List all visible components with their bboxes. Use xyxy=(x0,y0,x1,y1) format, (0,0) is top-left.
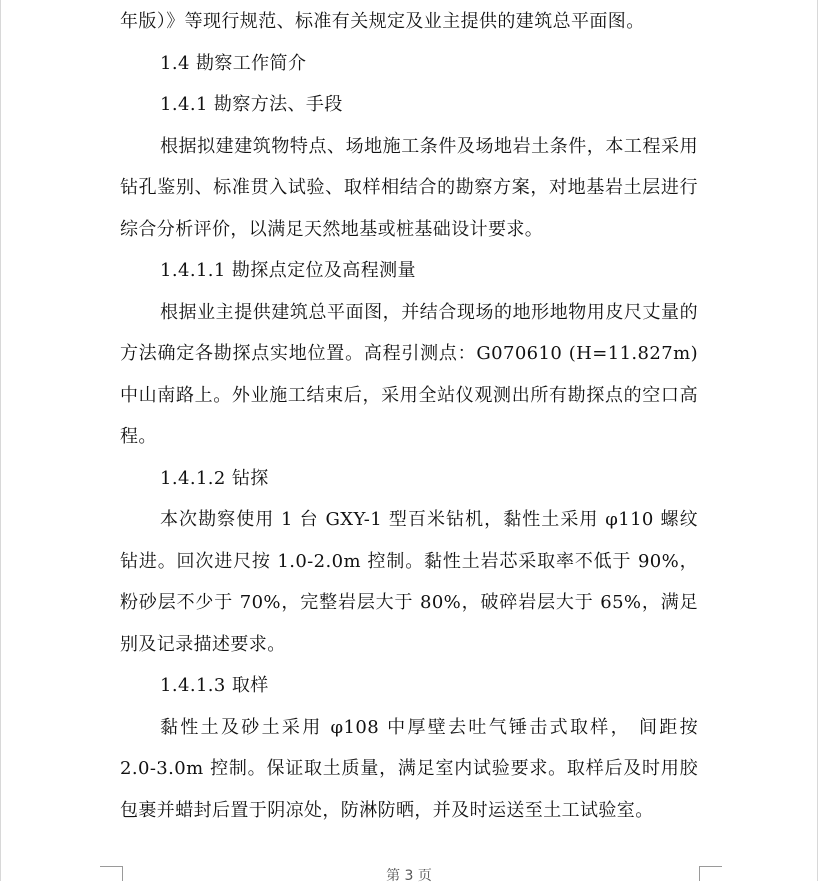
paragraph-line: 钻孔鉴别、标准贯入试验、取样相结合的勘察方案，对地基岩土层进行 xyxy=(120,177,698,198)
paragraph-line: 中山南路上。外业施工结束后，采用全站仪观测出所有勘探点的空口高 xyxy=(120,384,698,406)
paragraph-line: 粉砂层不少于 70%，完整岩层大于 80%，破碎岩层大于 65%，满足 xyxy=(120,592,698,613)
paragraph-line: 年版）》等现行规范、标准有关规定及业主提供的建筑总平面图。 xyxy=(120,11,645,32)
section-heading: 1.4 勘察工作简介 xyxy=(160,52,307,74)
section-heading: 1.4.1 勘察方法、手段 xyxy=(160,94,343,115)
paragraph-line: 钻进。回次进尺按 1.0-2.0m 控制。黏性土岩芯采取率不低于 90%， xyxy=(120,550,698,572)
paragraph-line: 本次勘察使用 1 台 GXY-1 型百米钻机，黏性土采用 φ110 螺纹 xyxy=(160,509,698,530)
page-number-footer: 第 3 页 xyxy=(386,868,432,884)
paragraph-line: 黏性土及砂土采用 φ108 中厚壁去吐气锤击式取样， 间距按 xyxy=(160,716,698,738)
section-heading: 1.4.1.2 钻探 xyxy=(160,467,269,489)
section-heading: 1.4.1.1 勘探点定位及高程测量 xyxy=(160,260,416,281)
paragraph-line: 别及记录描述要求。 xyxy=(120,633,286,655)
paragraph-line: 方法确定各勘探点实地位置。高程引测点：G070610 (H=11.827m) xyxy=(120,343,698,364)
section-heading: 1.4.1.3 取样 xyxy=(160,675,269,696)
paragraph-line: 综合分析评价，以满足天然地基或桩基础设计要求。 xyxy=(120,218,544,240)
paragraph-line: 2.0-3.0m 控制。保证取土质量，满足室内试验要求。取样后及时用胶 xyxy=(120,758,698,779)
paragraph-line: 包裹并蜡封后置于阴凉处，防淋防晒，并及时运送至土工试验室。 xyxy=(120,799,654,821)
document-body xyxy=(120,1,698,831)
paragraph-line: 根据业主提供建筑总平面图，并结合现场的地形地物用皮尺丈量的 xyxy=(160,301,698,323)
paragraph-line: 根据拟建建筑物特点、场地施工条件及场地岩土条件，本工程采用 xyxy=(160,135,698,157)
paragraph-line: 程。 xyxy=(120,426,157,447)
